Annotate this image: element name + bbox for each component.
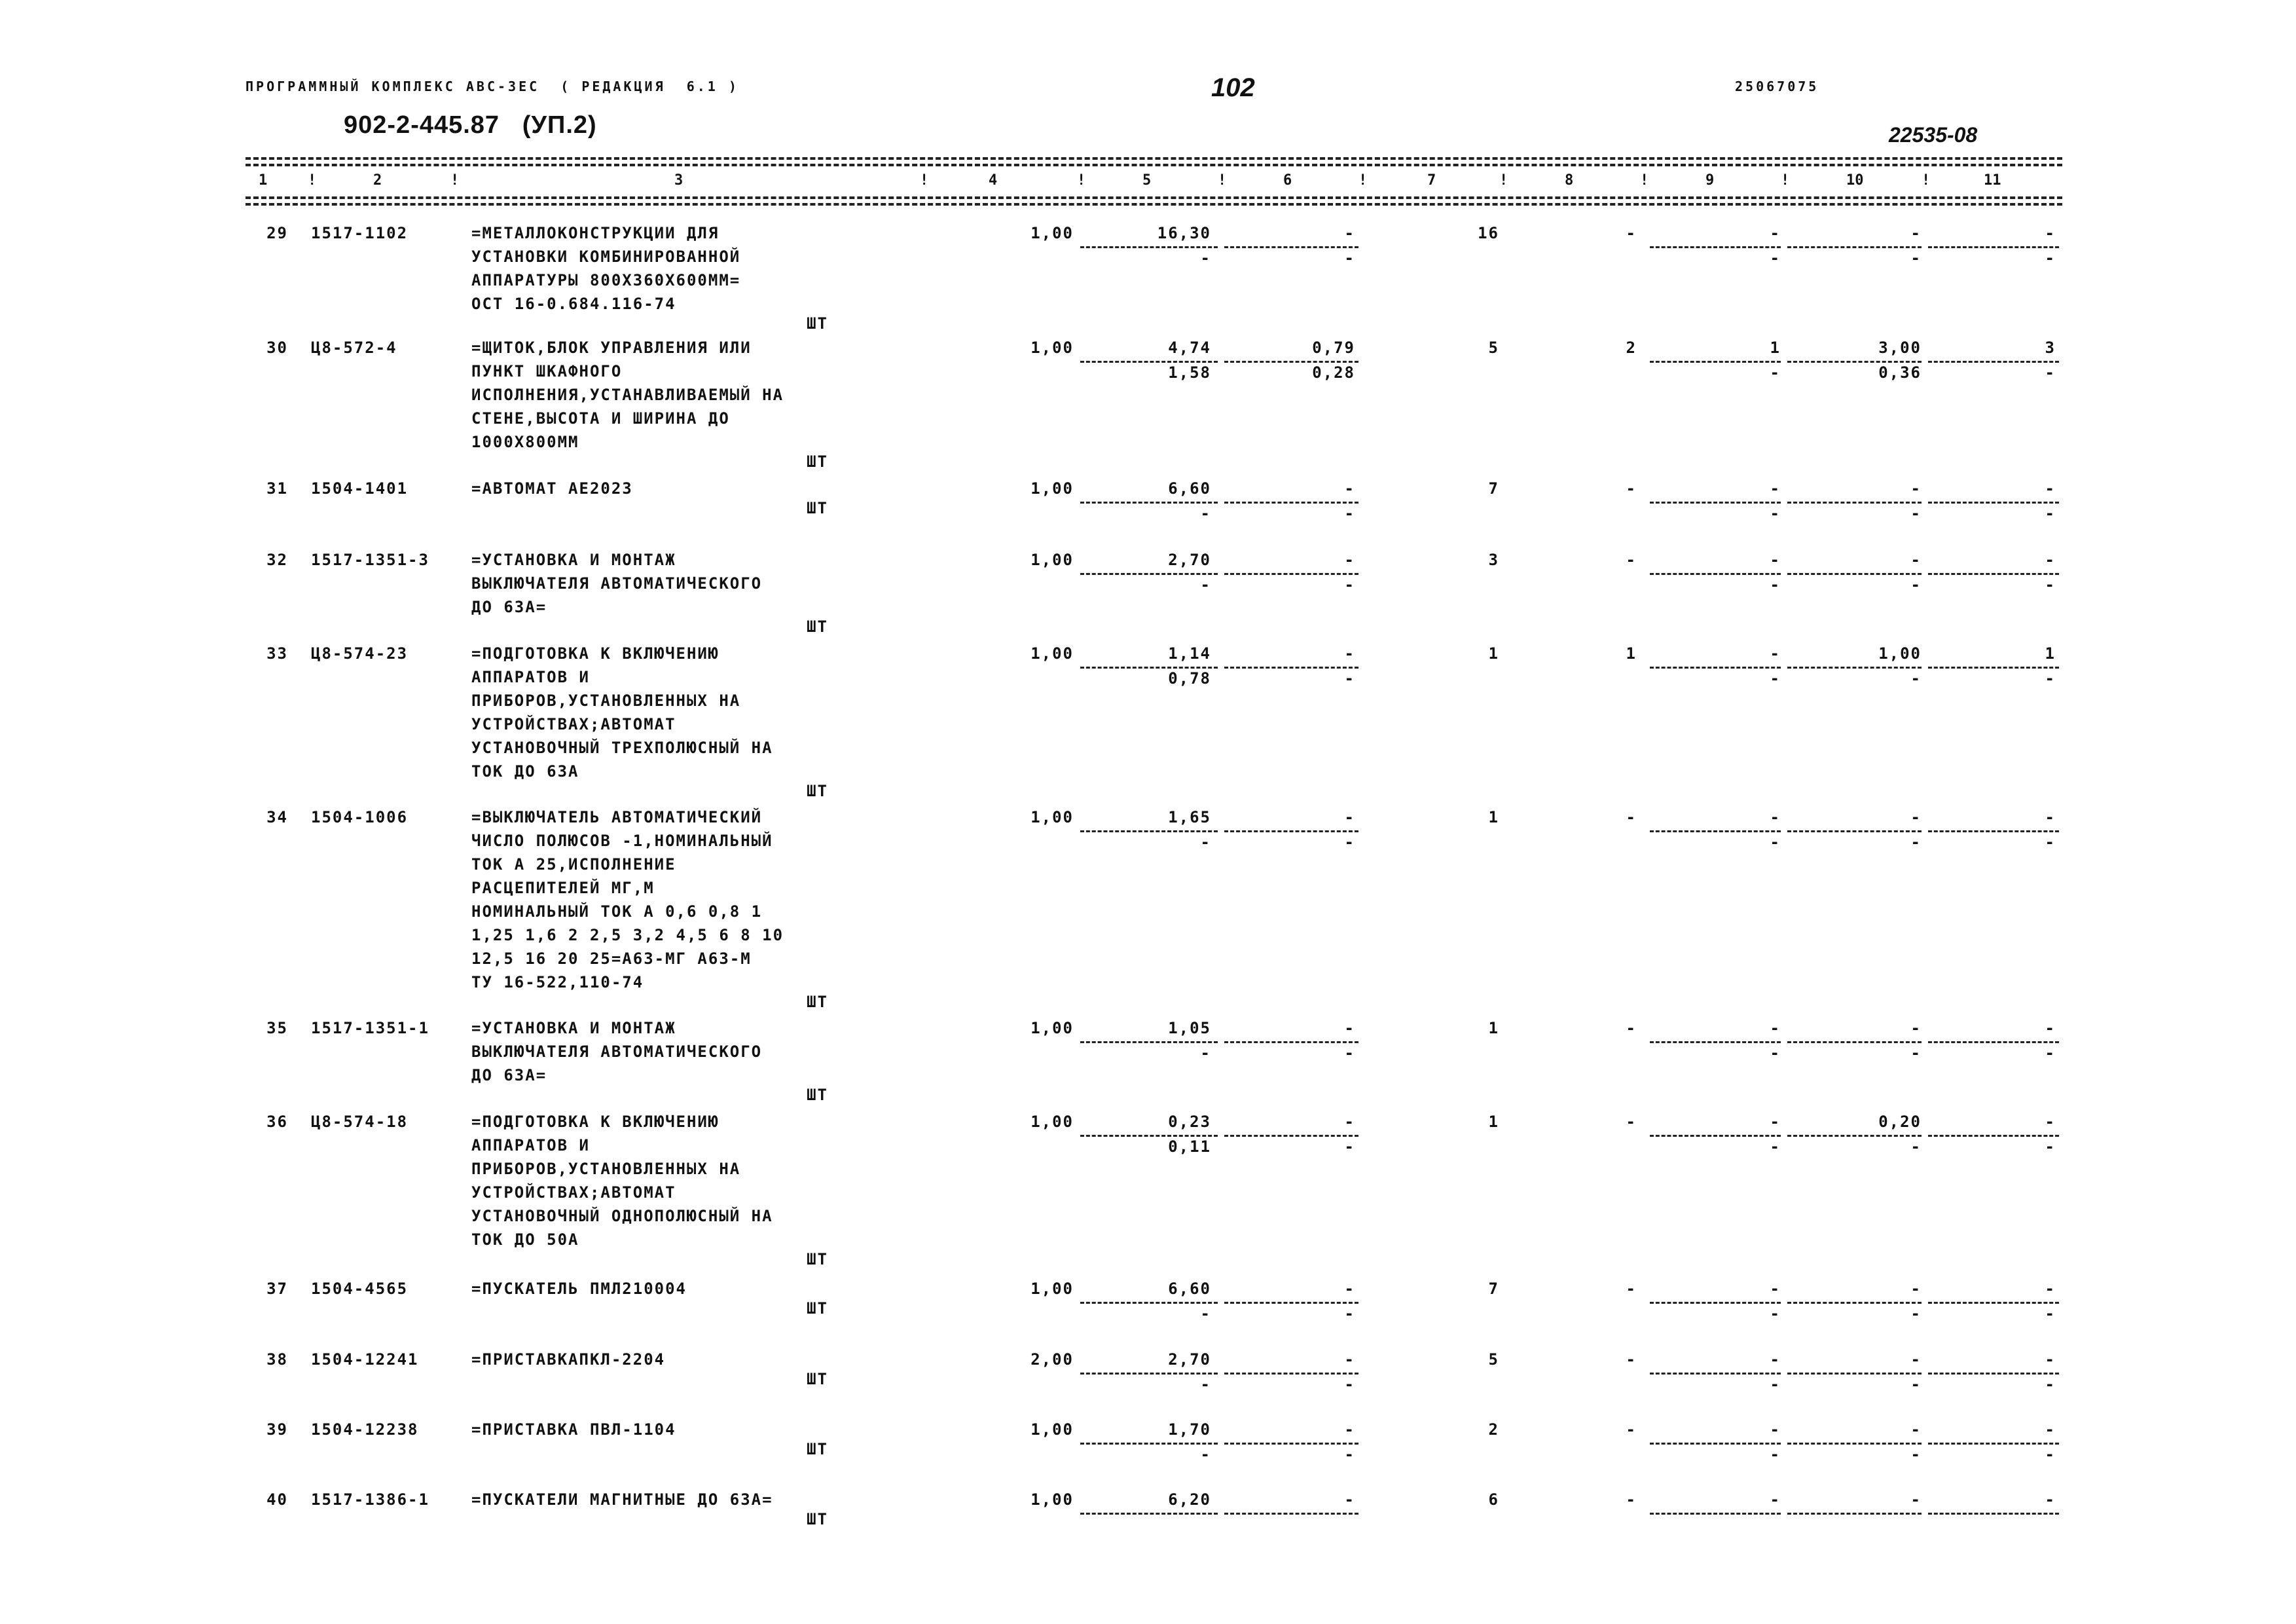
value-underline: [1928, 1513, 2059, 1515]
col8-value: -: [1626, 1280, 1637, 1298]
col5-subvalue: -: [1200, 1445, 1211, 1464]
col10-value: -: [1910, 224, 1922, 242]
col9-subvalue: -: [1770, 1137, 1781, 1156]
col7-value: 2: [1488, 1420, 1499, 1439]
col9-subvalue: -: [1770, 576, 1781, 594]
quantity-value: 1,00: [1030, 644, 1074, 663]
description-line: УСТАНОВКИ КОМБИНИРОВАННОЙ: [471, 248, 741, 266]
col10-subvalue: -: [1910, 1137, 1922, 1156]
col9-value: -: [1770, 1113, 1781, 1131]
value-underline: [1080, 1513, 1218, 1515]
row-number: 33: [266, 644, 288, 663]
col9-value: -: [1770, 1019, 1781, 1037]
col11-subvalue: -: [2045, 1375, 2056, 1393]
col5-value: 2,70: [1168, 1350, 1211, 1369]
unit-label: ШТ: [807, 499, 828, 517]
description-line: =УСТАНОВКА И МОНТАЖ: [471, 551, 676, 569]
col11-value: -: [2045, 808, 2056, 826]
value-underline: [1787, 1513, 1922, 1515]
description-line: =ПУСКАТЕЛИ МАГНИТНЫЕ ДО 63А=: [471, 1490, 773, 1509]
col6-subvalue: -: [1344, 669, 1355, 688]
col9-value: 1: [1770, 339, 1781, 357]
col10-value: -: [1910, 1420, 1922, 1439]
quantity-value: 1,00: [1030, 1490, 1074, 1509]
unit-label: ШТ: [807, 1370, 828, 1388]
description-line: ДО 63А=: [471, 598, 547, 616]
col11-value: -: [2045, 1019, 2056, 1037]
col8-value: 2: [1626, 339, 1637, 357]
col10-value: 1,00: [1878, 644, 1922, 663]
resource-code: 1504-4565: [311, 1280, 409, 1298]
unit-label: ШТ: [807, 1510, 828, 1528]
col11-value: -: [2045, 1113, 2056, 1131]
col11-subvalue: -: [2045, 1304, 2056, 1323]
quantity-value: 1,00: [1030, 1280, 1074, 1298]
description-line: УСТАНОВОЧНЫЙ ОДНОПОЛЮСНЫЙ НА: [471, 1207, 773, 1225]
col9-value: -: [1770, 644, 1781, 663]
col5-subvalue: -: [1200, 1304, 1211, 1323]
col11-value: -: [2045, 1280, 2056, 1298]
col9-subvalue: -: [1770, 669, 1781, 688]
quantity-value: 1,00: [1030, 1113, 1074, 1131]
page-number: 102: [1211, 73, 1255, 102]
col6-subvalue: -: [1344, 1445, 1355, 1464]
col-header-6: 6: [1283, 172, 1292, 189]
col-separator: !: [920, 172, 929, 189]
header-top-rule: [246, 157, 2062, 160]
col10-value: -: [1910, 1019, 1922, 1037]
description-line: =АВТОМАТ АЕ2023: [471, 479, 633, 498]
col11-subvalue: -: [2045, 833, 2056, 851]
col7-value: 5: [1488, 339, 1499, 357]
description-line: АППАРАТОВ И: [471, 1136, 590, 1154]
col5-subvalue: 0,11: [1168, 1137, 1211, 1156]
col7-value: 1: [1488, 1019, 1499, 1037]
document-code: 25067075: [1735, 79, 1819, 94]
col10-value: -: [1910, 551, 1922, 569]
col11-value: 3: [2045, 339, 2056, 357]
col8-value: -: [1626, 551, 1637, 569]
col10-value: -: [1910, 479, 1922, 498]
description-line: =ПОДГОТОВКА К ВКЛЮЧЕНИЮ: [471, 644, 720, 663]
quantity-value: 1,00: [1030, 808, 1074, 826]
unit-label: ШТ: [807, 1086, 828, 1104]
col10-value: -: [1910, 1350, 1922, 1369]
col10-subvalue: 0,36: [1878, 363, 1922, 382]
col6-value: -: [1344, 551, 1355, 569]
col-header-7: 7: [1427, 172, 1436, 189]
header-top-rule-2: [246, 164, 2062, 166]
col8-value: -: [1626, 1420, 1637, 1439]
resource-code: 1517-1351-3: [311, 551, 429, 569]
header-bottom-rule-2: [246, 203, 2062, 206]
description-line: ТОК А 25,ИСПОЛНЕНИЕ: [471, 855, 676, 874]
col6-value: -: [1344, 224, 1355, 242]
col6-subvalue: 0,28: [1312, 363, 1355, 382]
col5-value: 6,20: [1168, 1490, 1211, 1509]
col9-value: -: [1770, 551, 1781, 569]
col6-value: -: [1344, 479, 1355, 498]
quantity-value: 1,00: [1030, 224, 1074, 242]
col-header-2: 2: [373, 172, 382, 189]
description-line: ОСТ 16-0.684.116-74: [471, 295, 676, 313]
quantity-value: 1,00: [1030, 551, 1074, 569]
col5-value: 1,65: [1168, 808, 1211, 826]
col7-value: 1: [1488, 808, 1499, 826]
row-number: 29: [266, 224, 288, 242]
col10-subvalue: -: [1910, 504, 1922, 523]
col6-subvalue: -: [1344, 576, 1355, 594]
description-line: ПРИБОРОВ,УСТАНОВЛЕННЫХ НА: [471, 1160, 741, 1178]
col6-subvalue: -: [1344, 249, 1355, 267]
description-line: =ЩИТОК,БЛОК УПРАВЛЕНИЯ ИЛИ: [471, 339, 752, 357]
col-separator: !: [1358, 172, 1368, 189]
description-line: ПУНКТ ШКАФНОГО: [471, 362, 623, 380]
col11-value: 1: [2045, 644, 2056, 663]
row-number: 36: [266, 1113, 288, 1131]
col11-value: -: [2045, 1490, 2056, 1509]
col5-value: 2,70: [1168, 551, 1211, 569]
description-line: АППАРАТУРЫ 800Х360Х600ММ=: [471, 271, 741, 289]
unit-label: ШТ: [807, 1299, 828, 1318]
col6-subvalue: -: [1344, 833, 1355, 851]
description-line: =ВЫКЛЮЧАТЕЛЬ АВТОМАТИЧЕСКИЙ: [471, 808, 763, 826]
col9-value: -: [1770, 1350, 1781, 1369]
quantity-value: 2,00: [1030, 1350, 1074, 1369]
col11-subvalue: -: [2045, 1137, 2056, 1156]
col9-value: -: [1770, 479, 1781, 498]
col5-value: 6,60: [1168, 479, 1211, 498]
col9-subvalue: -: [1770, 1044, 1781, 1062]
program-title: ПРОГРАММНЫЙ КОМПЛЕКС АВС-ЗЕС ( РЕДАКЦИЯ 6.1 ): [246, 79, 739, 94]
doc-number: 22535-08: [1889, 123, 1978, 147]
col5-subvalue: -: [1200, 504, 1211, 523]
description-line: ВЫКЛЮЧАТЕЛЯ АВТОМАТИЧЕСКОГО: [471, 1043, 763, 1061]
col5-value: 16,30: [1157, 224, 1211, 242]
col6-value: -: [1344, 1420, 1355, 1439]
col10-value: 3,00: [1878, 339, 1922, 357]
col8-value: -: [1626, 1113, 1637, 1131]
col9-subvalue: -: [1770, 504, 1781, 523]
resource-code: 1517-1102: [311, 224, 409, 242]
col-header-4: 4: [989, 172, 998, 189]
col11-value: -: [2045, 1350, 2056, 1369]
col10-subvalue: -: [1910, 669, 1922, 688]
col7-value: 1: [1488, 1113, 1499, 1131]
row-number: 30: [266, 339, 288, 357]
col-separator: !: [450, 172, 460, 189]
col8-value: -: [1626, 808, 1637, 826]
quantity-value: 1,00: [1030, 1420, 1074, 1439]
quantity-value: 1,00: [1030, 1019, 1074, 1037]
col8-value: -: [1626, 1490, 1637, 1509]
col-separator: !: [1077, 172, 1086, 189]
col7-value: 6: [1488, 1490, 1499, 1509]
description-line: =ПРИСТАВКАПКЛ-2204: [471, 1350, 666, 1369]
col10-subvalue: -: [1910, 1375, 1922, 1393]
col-separator: !: [1218, 172, 1227, 189]
col11-subvalue: -: [2045, 363, 2056, 382]
col5-value: 0,23: [1168, 1113, 1211, 1131]
resource-code: 1504-1401: [311, 479, 409, 498]
col11-subvalue: -: [2045, 576, 2056, 594]
col9-value: -: [1770, 1280, 1781, 1298]
row-number: 35: [266, 1019, 288, 1037]
project-number: 902-2-445.87 (УП.2): [344, 111, 597, 139]
col9-subvalue: -: [1770, 363, 1781, 382]
col5-subvalue: 1,58: [1168, 363, 1211, 382]
resource-code: 1517-1351-1: [311, 1019, 429, 1037]
col11-subvalue: -: [2045, 669, 2056, 688]
col9-value: -: [1770, 224, 1781, 242]
col6-value: -: [1344, 1490, 1355, 1509]
col7-value: 5: [1488, 1350, 1499, 1369]
col-separator: !: [1499, 172, 1508, 189]
col8-value: 1: [1626, 644, 1637, 663]
resource-code: 1517-1386-1: [311, 1490, 429, 1509]
col8-value: -: [1626, 1350, 1637, 1369]
col10-subvalue: -: [1910, 249, 1922, 267]
col7-value: 7: [1488, 1280, 1499, 1298]
col5-subvalue: -: [1200, 1375, 1211, 1393]
description-line: 1000Х800ММ: [471, 433, 579, 451]
col6-subvalue: -: [1344, 1044, 1355, 1062]
description-line: =МЕТАЛЛОКОНСТРУКЦИИ ДЛЯ: [471, 224, 720, 242]
col6-subvalue: -: [1344, 504, 1355, 523]
description-line: УСТАНОВОЧНЫЙ ТРЕХПОЛЮСНЫЙ НА: [471, 739, 773, 757]
col10-value: -: [1910, 808, 1922, 826]
col10-subvalue: -: [1910, 1304, 1922, 1323]
col-separator: !: [1922, 172, 1931, 189]
unit-label: ШТ: [807, 1250, 828, 1268]
row-number: 34: [266, 808, 288, 826]
col10-subvalue: -: [1910, 1044, 1922, 1062]
col5-value: 1,05: [1168, 1019, 1211, 1037]
description-line: ТОК ДО 63А: [471, 762, 579, 781]
col6-subvalue: -: [1344, 1137, 1355, 1156]
quantity-value: 1,00: [1030, 479, 1074, 498]
resource-code: Ц8-574-23: [311, 644, 409, 663]
col11-value: -: [2045, 1420, 2056, 1439]
col11-value: -: [2045, 224, 2056, 242]
col8-value: -: [1626, 1019, 1637, 1037]
col11-subvalue: -: [2045, 1044, 2056, 1062]
col10-value: -: [1910, 1280, 1922, 1298]
description-line: ВЫКЛЮЧАТЕЛЯ АВТОМАТИЧЕСКОГО: [471, 574, 763, 593]
resource-code: 1504-1006: [311, 808, 409, 826]
col6-subvalue: -: [1344, 1375, 1355, 1393]
col11-subvalue: -: [2045, 1445, 2056, 1464]
col5-value: 6,60: [1168, 1280, 1211, 1298]
col9-subvalue: -: [1770, 1445, 1781, 1464]
col-header-1: 1: [259, 172, 268, 189]
row-number: 40: [266, 1490, 288, 1509]
header-bottom-rule: [246, 196, 2062, 199]
description-line: ИСПОЛНЕНИЯ,УСТАНАВЛИВАЕМЫЙ НА: [471, 386, 784, 404]
description-line: ПРИБОРОВ,УСТАНОВЛЕННЫХ НА: [471, 692, 741, 710]
col10-subvalue: -: [1910, 576, 1922, 594]
unit-label: ШТ: [807, 1440, 828, 1458]
unit-label: ШТ: [807, 314, 828, 333]
col6-value: -: [1344, 644, 1355, 663]
col5-subvalue: -: [1200, 833, 1211, 851]
col7-value: 3: [1488, 551, 1499, 569]
unit-label: ШТ: [807, 452, 828, 471]
description-line: 1,25 1,6 2 2,5 3,2 4,5 6 8 10: [471, 926, 784, 944]
col10-value: 0,20: [1878, 1113, 1922, 1131]
col-separator: !: [1781, 172, 1790, 189]
col7-value: 7: [1488, 479, 1499, 498]
col11-subvalue: -: [2045, 249, 2056, 267]
col8-value: -: [1626, 479, 1637, 498]
col6-value: -: [1344, 1350, 1355, 1369]
col5-value: 4,74: [1168, 339, 1211, 357]
unit-label: ШТ: [807, 782, 828, 800]
col9-subvalue: -: [1770, 833, 1781, 851]
description-line: ТУ 16-522,110-74: [471, 973, 644, 991]
row-number: 32: [266, 551, 288, 569]
col5-subvalue: -: [1200, 1044, 1211, 1062]
col5-subvalue: -: [1200, 576, 1211, 594]
col10-subvalue: -: [1910, 833, 1922, 851]
col5-subvalue: 0,78: [1168, 669, 1211, 688]
description-line: =УСТАНОВКА И МОНТАЖ: [471, 1019, 676, 1037]
col-header-11: 11: [1984, 172, 2001, 189]
description-line: 12,5 16 20 25=А63-МГ А63-М: [471, 950, 752, 968]
col9-value: -: [1770, 808, 1781, 826]
col5-subvalue: -: [1200, 249, 1211, 267]
description-line: ЧИСЛО ПОЛЮСОВ -1,НОМИНАЛЬНЫЙ: [471, 832, 773, 850]
description-line: УСТРОЙСТВАХ;АВТОМАТ: [471, 1183, 676, 1202]
col-header-10: 10: [1846, 172, 1864, 189]
col9-value: -: [1770, 1490, 1781, 1509]
resource-code: Ц8-572-4: [311, 339, 397, 357]
description-line: НОМИНАЛЬНЫЙ ТОК А 0,6 0,8 1: [471, 902, 763, 921]
quantity-value: 1,00: [1030, 339, 1074, 357]
resource-code: Ц8-574-18: [311, 1113, 409, 1131]
value-underline: [1224, 1513, 1358, 1515]
col7-value: 16: [1478, 224, 1499, 242]
col5-value: 1,70: [1168, 1420, 1211, 1439]
col-header-9: 9: [1705, 172, 1715, 189]
description-line: АППАРАТОВ И: [471, 668, 590, 686]
col9-subvalue: -: [1770, 1375, 1781, 1393]
col10-value: -: [1910, 1490, 1922, 1509]
unit-label: ШТ: [807, 618, 828, 636]
row-number: 31: [266, 479, 288, 498]
row-number: 39: [266, 1420, 288, 1439]
col-header-8: 8: [1565, 172, 1574, 189]
description-line: УСТРОЙСТВАХ;АВТОМАТ: [471, 715, 676, 733]
col5-value: 1,14: [1168, 644, 1211, 663]
col11-subvalue: -: [2045, 504, 2056, 523]
col10-subvalue: -: [1910, 1445, 1922, 1464]
row-number: 37: [266, 1280, 288, 1298]
description-line: СТЕНЕ,ВЫСОТА И ШИРИНА ДО: [471, 409, 730, 428]
description-line: ДО 63А=: [471, 1066, 547, 1084]
col-header-5: 5: [1142, 172, 1152, 189]
col-separator: !: [308, 172, 317, 189]
col6-value: -: [1344, 1280, 1355, 1298]
unit-label: ШТ: [807, 993, 828, 1011]
col11-value: -: [2045, 479, 2056, 498]
description-line: =ПОДГОТОВКА К ВКЛЮЧЕНИЮ: [471, 1113, 720, 1131]
col7-value: 1: [1488, 644, 1499, 663]
col-header-3: 3: [674, 172, 683, 189]
description-line: =ПУСКАТЕЛЬ ПМЛ210004: [471, 1280, 687, 1298]
description-line: =ПРИСТАВКА ПВЛ-1104: [471, 1420, 676, 1439]
col9-subvalue: -: [1770, 1304, 1781, 1323]
col8-value: -: [1626, 224, 1637, 242]
col9-value: -: [1770, 1420, 1781, 1439]
col6-subvalue: -: [1344, 1304, 1355, 1323]
resource-code: 1504-12241: [311, 1350, 419, 1369]
col-separator: !: [1640, 172, 1649, 189]
description-line: ТОК ДО 50А: [471, 1230, 579, 1249]
col11-value: -: [2045, 551, 2056, 569]
col6-value: -: [1344, 1113, 1355, 1131]
resource-code: 1504-12238: [311, 1420, 419, 1439]
col9-subvalue: -: [1770, 249, 1781, 267]
col6-value: -: [1344, 1019, 1355, 1037]
col6-value: 0,79: [1312, 339, 1355, 357]
value-underline: [1650, 1513, 1781, 1515]
description-line: РАСЦЕПИТЕЛЕЙ МГ,М: [471, 879, 655, 897]
row-number: 38: [266, 1350, 288, 1369]
col6-value: -: [1344, 808, 1355, 826]
